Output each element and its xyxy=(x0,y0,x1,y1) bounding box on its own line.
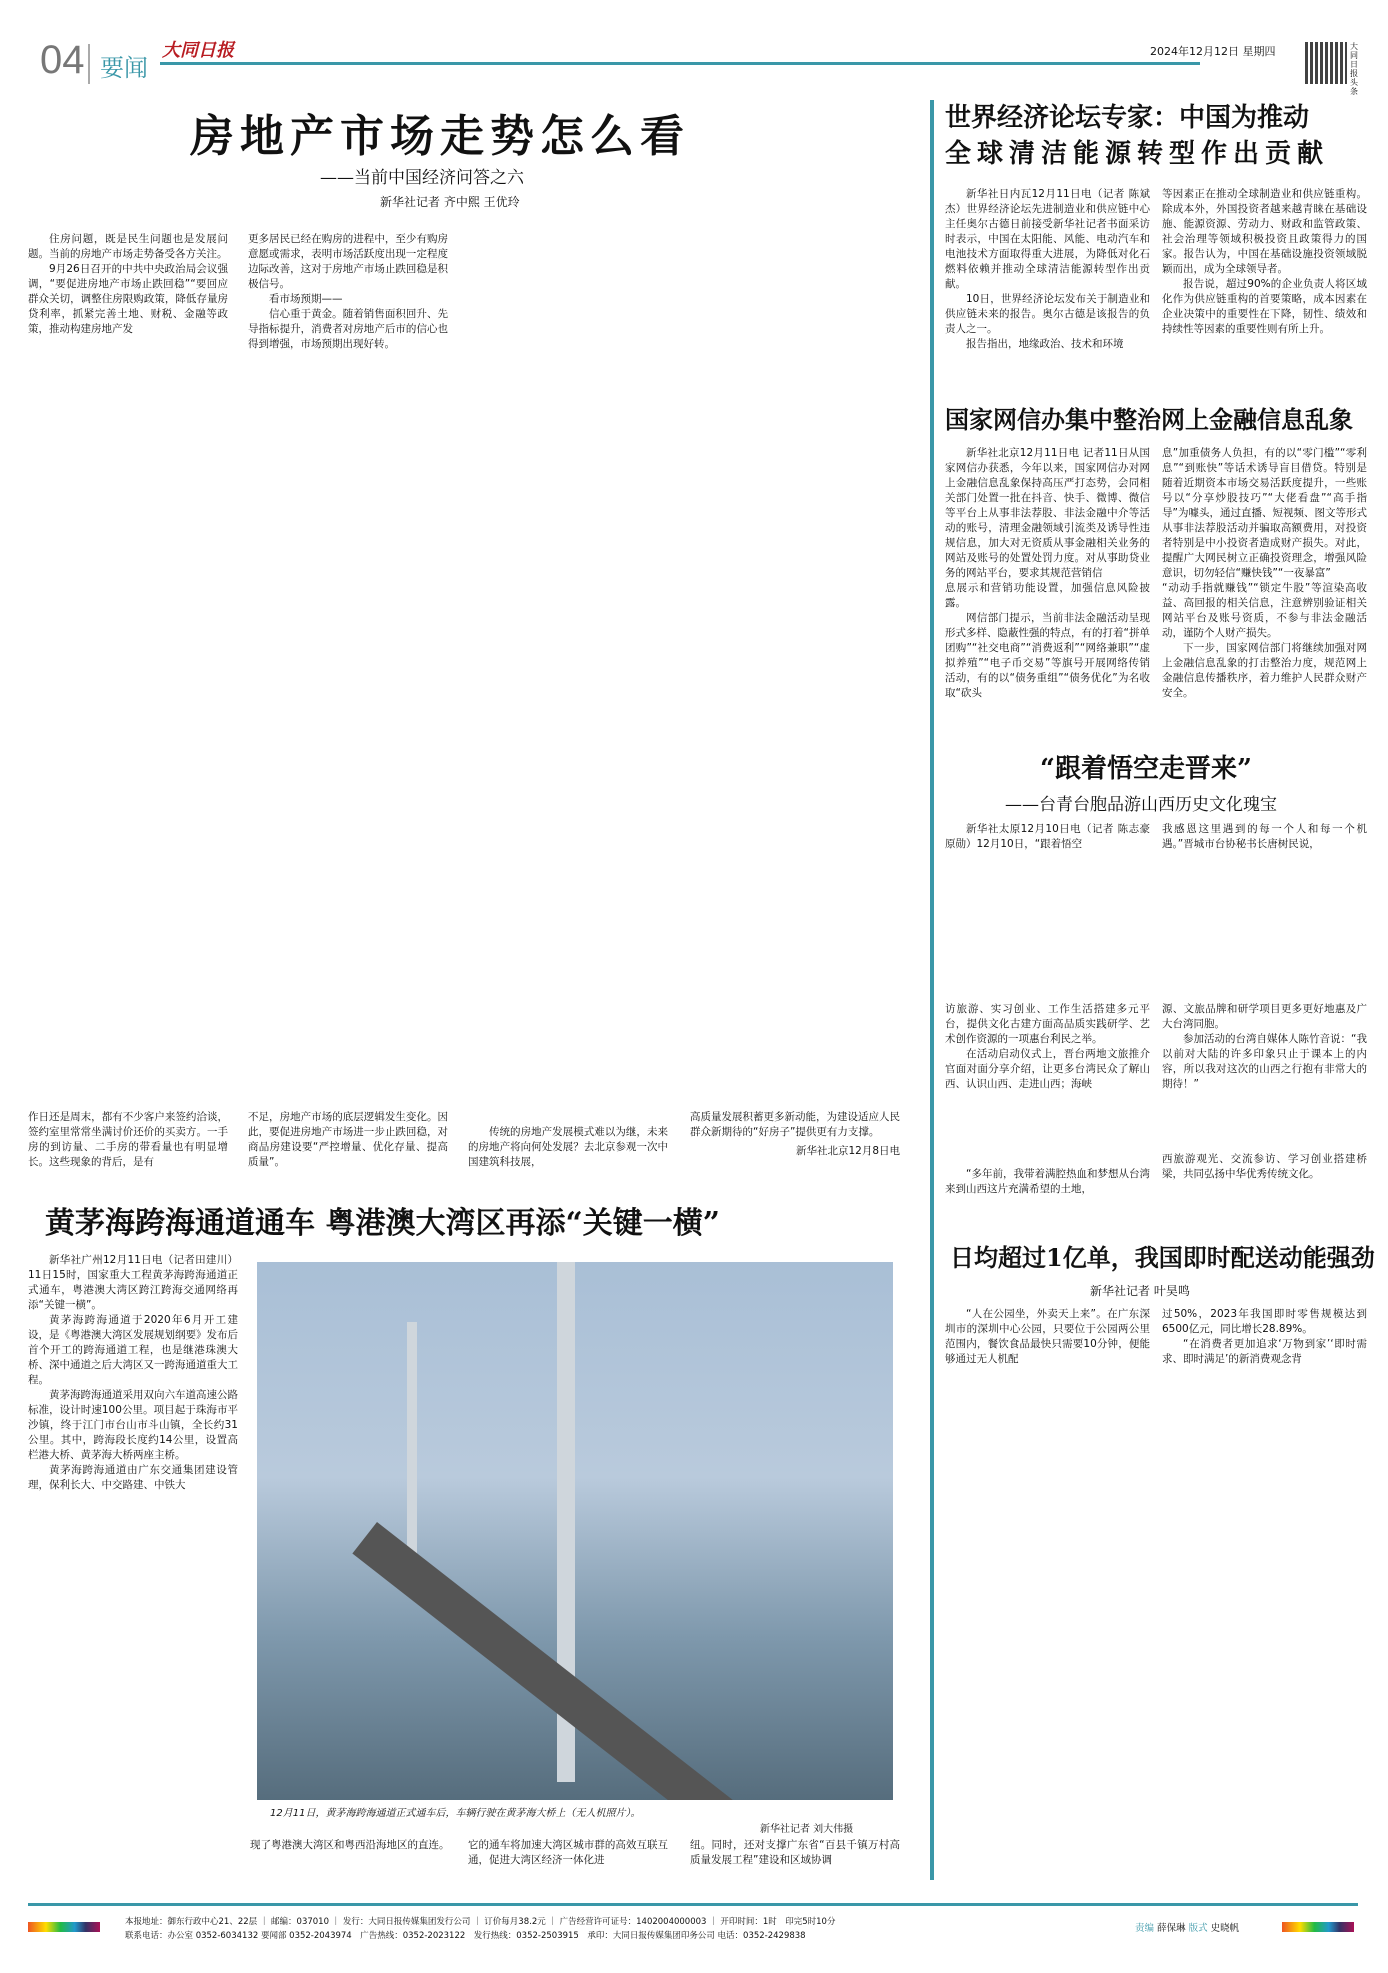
column-separator xyxy=(930,100,934,1880)
paragraph: 源、文旅品牌和研学项目更多更好地惠及广大台湾同胞。 xyxy=(1162,1003,1367,1030)
color-bar-left xyxy=(28,1922,100,1932)
paragraph: “动动手指就赚钱”“锁定牛股”等渲染高收益、高回报的相关信息，注意辨别验证相关网站平台及账号资质，不参与非法金融活动，谨防个人财产损失。 xyxy=(1162,582,1367,639)
wef-article-col1 xyxy=(945,187,1150,352)
paragraph: 黄茅海跨海通道由广东交通集团建设管理，保利长大、中交路建、中铁大 xyxy=(28,1464,238,1491)
bridge-pylon xyxy=(407,1322,417,1562)
delivery-article-col2 xyxy=(1162,1307,1367,1367)
wukong-article-col2 xyxy=(1162,822,1367,1182)
paragraph: 西旅游观光、交流参访、学习创业搭建桥梁，共同弘扬中华优秀传统文化。 xyxy=(1162,1153,1367,1180)
wukong-article-col1 xyxy=(945,822,1150,1197)
dateline: 新华社北京12月8日电 xyxy=(795,1145,900,1157)
title-line: 世界经济论坛专家：中国为推动 xyxy=(945,103,1310,133)
main-article-col2 xyxy=(248,232,448,352)
paragraph: 信心重于黄金。随着销售面积回升、先导指标提升，消费者对房地产后市的信心也得到增强，市场预期出现好转。 xyxy=(248,308,448,350)
main-article-subtitle: ——当前中国经济问答之六 xyxy=(320,168,524,188)
paragraph: 息”加重债务人负担，有的以“零门槛”“零利息”“到账快”等话术诱导盲目借贷。特别是随着近期资本市场交易活跃度提升，一些账号以“分享炒股技巧”“大佬看盘”“高手指导”为噱头，通过直播、短视频、图文等形式从事非法荐股活动并骗取高额费用，对投资者特别是中小投资者造成财产损失。对此，提醒广大网民树立正确投资理念，增强风险意识，切勿轻信“赚快钱”“一夜暴富” xyxy=(1162,447,1367,579)
main-article-tail-col3 xyxy=(468,1125,668,1170)
bridge-deck xyxy=(352,1522,865,1800)
paragraph: 我感恩这里遇到的每一个人和每一个机遇。”晋城市台协秘书长唐树民说， xyxy=(1162,823,1367,850)
paragraph: 黄茅海跨海通道于2020年6月开工建设，是《粤港澳大湾区发展规划纲要》发布后首个开工的跨海通道工程，也是继港珠澳大桥、深中通道之后大湾区又一跨海通道重大工程。 xyxy=(28,1314,238,1386)
paragraph: 下一步，国家网信部门将继续加强对网上金融信息乱象的打击整治力度，规范网上金融信息传播秩序，着力维护人民群众财产安全。 xyxy=(1162,642,1367,699)
delivery-article-title: 日均超过1亿单，我国即时配送动能强劲 xyxy=(950,1243,1375,1272)
delivery-article-byline: 新华社记者 叶昊鸣 xyxy=(1090,1284,1190,1298)
main-article-byline: 新华社记者 齐中熙 王优玲 xyxy=(380,195,520,209)
wef-article-title xyxy=(945,100,1329,172)
paragraph: 传统的房地产发展模式难以为继，未来的房地产将向何处发展？去北京参观一次中国建筑科技展， xyxy=(468,1126,668,1168)
paragraph: 高质量发展积蓄更多新动能，为建设适应人民群众新期待的“好房子”提供更有力支撑。 xyxy=(690,1111,900,1138)
footer-info xyxy=(125,1915,1045,1943)
editor-label: 责编 xyxy=(1135,1923,1155,1934)
page-number: 04 xyxy=(40,38,85,82)
main-article-tail-col4 xyxy=(690,1110,900,1159)
main-article-title: 房地产市场走势怎么看 xyxy=(190,111,690,162)
newspaper-logo: 大同日报 xyxy=(162,40,234,61)
paragraph: 不足，房地产市场的底层逻辑发生变化。因此，要促进房地产市场进一步止跌回稳，对商品房建设要“严控增量、优化存量、提高质量”。 xyxy=(248,1111,448,1168)
photo-credit: 新华社记者 刘大伟摄 xyxy=(760,1824,854,1835)
paragraph: 参加活动的台湾自媒体人陈竹音说：“我以前对大陆的许多印象只止于课本上的内容，所以我对这次的山西之行抱有非常大的期待！” xyxy=(1162,1033,1367,1090)
paragraph: 在活动启动仪式上，晋台两地文旅推介官面对面分享介绍，让更多台湾民众了解山西、认识山西、走进山西；海峡 xyxy=(945,1048,1150,1090)
bridge-below-col3 xyxy=(690,1838,900,1868)
editor-name: 薛保琳 xyxy=(1157,1923,1186,1934)
paragraph: 更多居民已经在购房的进程中，至少有购房意愿或需求，表明市场活跃度出现一定程度边际改善，这对于房地产市场止跌回稳是积极信号。 xyxy=(248,233,448,290)
paragraph: 黄茅海跨海通道采用双向六车道高速公路标准，设计时速100公里。项目起于珠海市平沙镇，终于江门市台山市斗山镇，全长约31公里。其中，跨海段长度约14公里，设置高栏港大桥、黄茅海大桥两座主桥。 xyxy=(28,1389,238,1461)
paragraph: 网信部门提示，当前非法金融活动呈现形式多样、隐蔽性强的特点，有的打着“拼单团购”“社交电商”“消费返利”“网络兼职”“虚拟养殖”“电子币交易”等旗号开展网络传销活动，有的以“债务重组”“债务优化”为名收取“砍头 xyxy=(945,612,1150,699)
paragraph: 等因素正在推动全球制造业和供应链重构。除成本外，外国投资者越来越青睐在基础设施、能源资源、劳动力、财政和监管政策、社会治理等领域积极投资且政策得力的国家。报告认为，中国在基础设施投资领域脱颖而出，成为全球领导者。 xyxy=(1162,188,1367,275)
delivery-article-col1 xyxy=(945,1307,1150,1367)
title-line: 全球清洁能源转型作出贡献 xyxy=(945,139,1330,169)
cac-article-title: 国家网信办集中整治网上金融信息乱象 xyxy=(945,405,1353,434)
header-rule xyxy=(160,62,1200,65)
bridge-article-title: 黄茅海跨海通道通车 粤港澳大湾区再添“关键一横” xyxy=(45,1206,720,1241)
paragraph: 新华社广州12月11日电（记者田建川）11日15时，国家重大工程黄茅海跨海通道正式通车，粤港澳大湾区跨江跨海交通网络再添“关键一横”。 xyxy=(28,1254,238,1311)
paragraph: 住房问题，既是民生问题也是发展问题。当前的房地产市场走势备受各方关注。 xyxy=(28,233,228,260)
cac-article-col2 xyxy=(1162,446,1367,701)
paragraph: 新华社北京12月11日电 记者11日从国家网信办获悉，今年以来，国家网信办对网上金融信息乱象保持高压严打态势，会同相关部门处置一批在抖音、快手、微博、微信等平台上从事非法荐股、非法金融中介等活动的账号，清理金融领域引流类及诱导性违规信息，加大对无资质从事金融相关业务的网站及账号的处置处罚力度。对从事助贷业务的网站平台，要求其规范营销信 xyxy=(945,447,1150,579)
photo-caption: 12月11日，黄茅海跨海通道正式通车后，车辆行驶在黄茅海大桥上（无人机照片）。 xyxy=(270,1808,641,1819)
paragraph: 它的通车将加速大湾区城市群的高效互联互通，促进大湾区经济一体化进 xyxy=(468,1839,668,1866)
main-article-tail-col2 xyxy=(248,1110,448,1170)
paragraph: “多年前，我带着满腔热血和梦想从台湾来到山西这片充满希望的土地， xyxy=(945,1168,1150,1195)
paragraph: “人在公园坐，外卖天上来”。在广东深圳市的深圳中心公园，只要位于公园两公里范围内，餐饮食品最快只需要10分钟，便能够通过无人机配 xyxy=(945,1308,1150,1365)
bridge-below-col2 xyxy=(468,1838,668,1868)
editor-credits xyxy=(1135,1922,1239,1936)
paragraph: 纽。同时，还对支撑广东省“百县千镇万村高质量发展工程”建设和区域协调 xyxy=(690,1839,900,1866)
paragraph: 报告说，超过90%的企业负责人将区域化作为供应链重构的首要策略，成本因素在企业决策中的重要性在下降，韧性、绩效和持续性等因素的重要性则有所上升。 xyxy=(1162,278,1367,335)
wukong-article-subtitle: ——台青台胞品游山西历史文化瑰宝 xyxy=(1005,795,1277,815)
section-heading: 看市场预期—— xyxy=(269,293,343,305)
color-bar-right xyxy=(1282,1922,1354,1932)
qr-code-icon[interactable] xyxy=(1305,42,1347,84)
paragraph: 新华社太原12月10日电（记者 陈志豪 原勋）12月10日，“跟着悟空 xyxy=(945,823,1150,850)
footer-line: 本报地址：御东行政中心21、22层 ｜ 邮编：037010 ｜ 发行：大同日报传媒集团发行公司 ｜ 订价每月38.2元 ｜ 广告经营许可证号：1402004000003 ｜ 开印时间：1时 印完5时10分 xyxy=(125,1917,836,1927)
wef-article-col2 xyxy=(1162,187,1367,337)
paragraph: 9月26日召开的中共中央政治局会议强调，“要促进房地产市场止跌回稳”“要回应群众关切，调整住房限购政策，降低存量房贷利率，抓紧完善土地、财税、金融等政策，推动构建房地产发 xyxy=(28,263,228,335)
main-article-col1 xyxy=(28,232,228,337)
wukong-article-title: “跟着悟空走晋来” xyxy=(1040,754,1252,784)
section-label: 要闻 xyxy=(100,54,148,82)
footer-line: 联系电话：办公室 0352-6034132 要闻部 0352-2043974 广告热线：0352-2023122 发行热线：0352-2503915 承印：大同日报传媒集团印务公司 电话：0352-2429838 xyxy=(125,1931,806,1941)
paragraph: 息展示和营销功能设置，加强信息风险披露。 xyxy=(945,582,1150,609)
bridge-article-col1 xyxy=(28,1253,238,1493)
paragraph: 报告指出，地缘政治、技术和环境 xyxy=(966,338,1124,350)
paragraph: 10日，世界经济论坛发布关于制造业和供应链未来的报告。奥尔古德是该报告的负责人之一。 xyxy=(945,293,1150,335)
cac-article-col1 xyxy=(945,446,1150,701)
masthead-divider xyxy=(88,44,90,84)
qr-label: 大同日报头条 xyxy=(1350,42,1358,96)
layout-name: 史晓帆 xyxy=(1210,1923,1240,1934)
paragraph: “在消费者更加追求‘万物到家’‘即时需求、即时满足’的新消费观念背 xyxy=(1162,1338,1367,1365)
bridge-below-col1 xyxy=(250,1838,450,1853)
bridge-photo xyxy=(257,1262,893,1800)
paragraph: 访旅游、实习创业、工作生活搭建多元平台，提供文化古建方面高品质实践研学、艺术创作资源的一项惠台利民之举。 xyxy=(945,1003,1150,1045)
paragraph: 现了粤港澳大湾区和粤西沿海地区的直连。 xyxy=(250,1839,450,1851)
issue-date: 2024年12月12日 星期四 xyxy=(1150,45,1276,58)
footer-rule xyxy=(28,1903,1358,1906)
layout-label: 版式 xyxy=(1188,1923,1208,1934)
paragraph: 作日还是周末，都有不少客户来签约洽谈，签约室里常常坐满讨价还价的买卖方。一手房的到访量、二手房的带看量也有明显增长。这些现象的背后，是有 xyxy=(28,1111,228,1168)
main-article-tail-col1 xyxy=(28,1110,228,1170)
paragraph: 过50%，2023年我国即时零售规模达到6500亿元，同比增长28.89%。 xyxy=(1162,1308,1367,1335)
paragraph: 新华社日内瓦12月11日电（记者 陈斌杰）世界经济论坛先进制造业和供应链中心主任奥尔古德日前接受新华社记者书面采访时表示，中国在太阳能、风能、电动汽车和电池技术方面取得重大进展，为降低对化石燃料依赖并推动全球清洁能源转型作出贡献。 xyxy=(945,188,1150,290)
